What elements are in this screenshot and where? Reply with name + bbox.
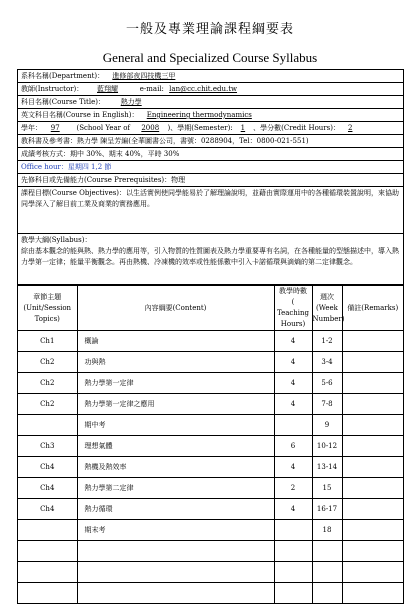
- unit-cell: Ch2: [18, 352, 77, 373]
- content-cell: 熱機及熱效率: [77, 457, 274, 478]
- remarks-cell: [342, 520, 403, 541]
- hours-cell: 4: [274, 331, 312, 352]
- department-value: 進修部夜四技機三甲: [112, 72, 176, 80]
- remarks-cell: [342, 331, 403, 352]
- content-cell: 功與熱: [77, 352, 274, 373]
- content-cell: 概論: [77, 331, 274, 352]
- instructor-value: 藍翔耀: [97, 85, 119, 93]
- content-cell: 期中考: [77, 415, 274, 436]
- syllabus-text: 綜由基本觀念的能與熱、熱力學的應用等，引入物質的性質圖表及熱力學重要專有名詞，在各種能量的型態描述中，導入熱力學第一定律；能量平衡觀念。再由熱機、冷凍機的效率或性能係數中引入卡諾循環與滴熵的第二定律觀念。: [21, 247, 399, 266]
- content-column-header: 內容綱要(Content): [77, 286, 274, 331]
- unit-cell: Ch2: [18, 373, 77, 394]
- course-english-row: [18, 109, 403, 122]
- school-year-value: 2008: [141, 124, 160, 132]
- unit-cell: Ch1: [18, 331, 77, 352]
- unit-column-header: 章節主題 (Unit/Session Topics): [18, 286, 77, 331]
- week-cell: 10-12: [312, 436, 342, 457]
- objectives-block: 課程目標(Course Objectives)：以生活實例使同學能易於了解理論說明，並藉由實際運用中的各種循環裝置說明，來協助同學深入了解目前工業及商業的實務應用。: [18, 187, 403, 234]
- table-row: [18, 331, 403, 352]
- week-cell: 16-17: [312, 499, 342, 520]
- hours-cell: [274, 562, 312, 583]
- instructor-label: 教師(Instructor)：: [21, 85, 84, 93]
- remarks-column-header: 備註(Remarks): [342, 286, 403, 331]
- school-year-label: (School Year of: [76, 124, 131, 132]
- content-cell: 理想氣體: [77, 436, 274, 457]
- remarks-cell: [342, 478, 403, 499]
- remarks-cell: [342, 415, 403, 436]
- table-row: [18, 373, 403, 394]
- week-cell: 1-2: [312, 331, 342, 352]
- hours-cell: 2: [274, 478, 312, 499]
- remarks-cell: [342, 541, 403, 562]
- week-cell: 3-4: [312, 352, 342, 373]
- remarks-cell: [342, 457, 403, 478]
- week-cell: 5-6: [312, 373, 342, 394]
- table-row: [18, 478, 403, 499]
- week-cell: 7-8: [312, 394, 342, 415]
- hours-cell: 4: [274, 373, 312, 394]
- table-row: [18, 415, 403, 436]
- remarks-cell: [342, 373, 403, 394]
- hours-cell: 4: [274, 352, 312, 373]
- table-row: [18, 394, 403, 415]
- hours-cell: 4: [274, 499, 312, 520]
- syllabus-label: 教學大綱(Syllabus)：: [21, 236, 92, 244]
- course-title-row: [18, 96, 403, 109]
- hours-cell: 4: [274, 457, 312, 478]
- remarks-cell: [342, 394, 403, 415]
- remarks-cell: [342, 562, 403, 583]
- week-cell: 13-14: [312, 457, 342, 478]
- unit-cell: Ch4: [18, 478, 77, 499]
- hours-cell: 6: [274, 436, 312, 457]
- unit-cell: [18, 415, 77, 436]
- unit-cell: Ch4: [18, 499, 77, 520]
- hours-column-header: 教學時數 ( Teaching Hours): [274, 286, 312, 331]
- week-cell: 18: [312, 520, 342, 541]
- office-hour-row: Office hour：星期四 1,2 節: [18, 161, 403, 174]
- unit-cell: Ch2: [18, 394, 77, 415]
- schedule-table: [18, 285, 403, 603]
- department-label: 系科名稱(Department)：: [21, 72, 105, 80]
- table-row: [18, 457, 403, 478]
- week-cell: [312, 562, 342, 583]
- content-cell: 熱力循環: [77, 499, 274, 520]
- table-row: [18, 499, 403, 520]
- department-row: [18, 70, 403, 83]
- unit-cell: Ch4: [18, 457, 77, 478]
- content-cell: 熱力學第一定律: [77, 373, 274, 394]
- hours-cell: [274, 520, 312, 541]
- week-cell: [312, 541, 342, 562]
- unit-cell: Ch3: [18, 436, 77, 457]
- week-cell: 9: [312, 415, 342, 436]
- hours-cell: [274, 415, 312, 436]
- page-title-en: General and Specialized Course Syllabus: [102, 50, 318, 65]
- year-label: 學年：: [21, 124, 42, 132]
- hours-cell: 4: [274, 394, 312, 415]
- semester-value: 1: [240, 124, 246, 132]
- schedule-header-row: [18, 286, 403, 331]
- email-value: lan@cc.chit.edu.tw: [169, 85, 238, 93]
- course-english-value: Engineering thermodynamics: [146, 111, 252, 119]
- unit-cell: [18, 562, 77, 583]
- table-row: [18, 520, 403, 541]
- grading-row: 成績考核方式：期中 30%、期末 40%，平時 30%: [18, 148, 403, 161]
- table-row: [18, 436, 403, 457]
- table-row: [18, 352, 403, 373]
- credit-label: 、學分數(Credit Hours)：: [253, 124, 340, 132]
- unit-cell: [18, 541, 77, 562]
- semester-label: )、學期(Semester):: [167, 124, 233, 132]
- textbook-row: 教科書及參考書：熱力學 陳呈芳編(全華圖書公司，書號：0288904，Tel：0800-021-551): [18, 135, 403, 148]
- school-year-row: [18, 122, 403, 135]
- syllabus-form: [17, 69, 404, 604]
- remarks-cell: [342, 436, 403, 457]
- content-cell: 熱力學第二定律: [77, 478, 274, 499]
- remarks-cell: [342, 352, 403, 373]
- week-cell: 15: [312, 478, 342, 499]
- table-row: [18, 562, 403, 583]
- syllabus-block: [18, 234, 403, 285]
- week-column-header: 週次 (Week Number): [312, 286, 342, 331]
- year-value: 97: [50, 124, 60, 132]
- page-title-zh: 一般及專業理論課程綱要表: [125, 22, 294, 37]
- prerequisites-row: 先修科目或先備能力(Course Prerequisites)：物理: [18, 174, 403, 187]
- course-title-label: 科目名稱(Course Title)：: [21, 98, 105, 106]
- email-label: e-mail:: [139, 85, 164, 93]
- content-cell: [77, 541, 274, 562]
- unit-cell: [18, 520, 77, 541]
- content-cell: 期末考: [77, 520, 274, 541]
- course-english-label: 英文科目名稱(Course in English)：: [21, 111, 139, 119]
- schedule-body: [18, 331, 403, 604]
- instructor-row: [18, 83, 403, 96]
- course-title-value: 熱力學: [120, 98, 142, 106]
- content-cell: [77, 562, 274, 583]
- remarks-cell: [342, 499, 403, 520]
- hours-cell: [274, 541, 312, 562]
- content-cell: 熱力學第一定律之應用: [77, 394, 274, 415]
- table-row: [18, 541, 403, 562]
- credit-value: 2: [347, 124, 353, 132]
